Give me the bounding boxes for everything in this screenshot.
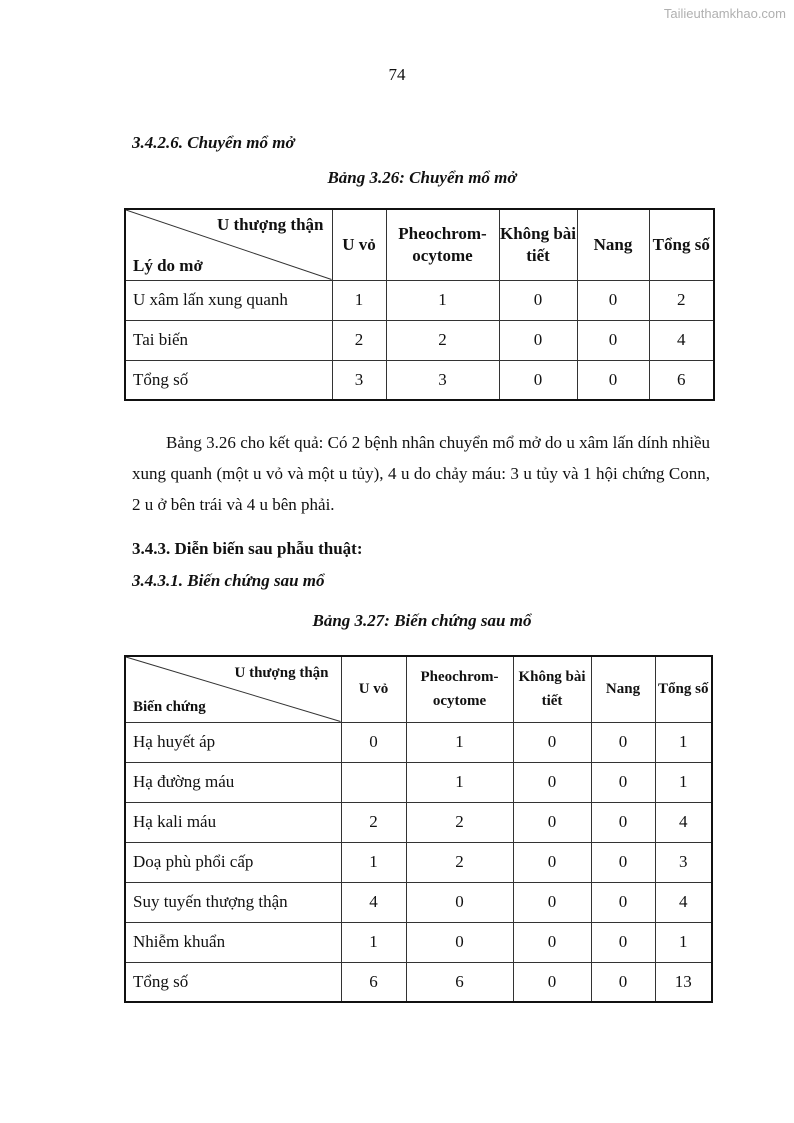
table-cell: 1: [655, 922, 712, 962]
table-cell: 0: [513, 962, 591, 1002]
table-cell: 0: [591, 922, 655, 962]
header-cell: U vỏ: [341, 656, 406, 722]
table-row: [125, 962, 712, 1002]
header-cell: Không bài tiết: [513, 656, 591, 722]
table-cell: 0: [591, 882, 655, 922]
table-cell: 0: [591, 762, 655, 802]
table-header-row: [125, 656, 712, 722]
header-cell: Tổng số: [649, 209, 714, 280]
table-cell: 0: [499, 360, 577, 400]
table-cell: 0: [513, 762, 591, 802]
table-cell: 4: [655, 882, 712, 922]
table-cell: 1: [655, 722, 712, 762]
table-row: [125, 360, 714, 400]
table-cell: 1: [341, 842, 406, 882]
paragraph: Bảng 3.26 cho kết quả: Có 2 bệnh nhân chuyển mổ mở do u xâm lấn dính nhiều xung quanh (một u vỏ và một u tủy), 4 u do chảy máu: 3 u tủy và 1 hội chứng Conn, 2 u ở bên trái và 4 u bên phải.: [132, 433, 710, 514]
table-cell: 0: [499, 320, 577, 360]
watermark: Tailieuthamkhao.com: [663, 6, 786, 21]
header-cell: U vỏ: [332, 209, 386, 280]
table-cell: 2: [406, 842, 513, 882]
table-1-caption: Bảng 3.26: Chuyển mổ mở: [327, 168, 517, 187]
table-cell: 0: [513, 802, 591, 842]
table-cell: 2: [341, 802, 406, 842]
column-group-label: U thượng thận: [216, 215, 324, 234]
table-header-row: [125, 209, 714, 280]
table-cell: 0: [341, 722, 406, 762]
header-cell: Pheochrom-ocytome: [386, 209, 499, 280]
section-heading-3-4-3: 3.4.3. Diễn biến sau phẫu thuật:: [132, 539, 363, 558]
table-cell: 0: [406, 922, 513, 962]
table-row: [125, 280, 714, 320]
table-cell: 0: [513, 922, 591, 962]
table-cell: 3: [332, 360, 386, 400]
table-3-27: [124, 655, 713, 1003]
table-cell: 1: [341, 922, 406, 962]
table-cell: 4: [341, 882, 406, 922]
table-cell: 3: [386, 360, 499, 400]
table-cell: 2: [332, 320, 386, 360]
header-cell: Không bài tiết: [499, 209, 577, 280]
row-label: Suy tuyến thượng thận: [125, 882, 341, 922]
table-cell: 0: [577, 280, 649, 320]
row-label: U xâm lấn xung quanh: [125, 280, 332, 320]
table-row: [125, 842, 712, 882]
row-label: Tổng số: [125, 962, 341, 1002]
table-cell: 2: [406, 802, 513, 842]
table-cell: 1: [332, 280, 386, 320]
table-cell: [341, 762, 406, 802]
table-cell: 0: [591, 722, 655, 762]
row-label: Nhiễm khuẩn: [125, 922, 341, 962]
table-cell: 2: [649, 280, 714, 320]
row-label: Hạ huyết áp: [125, 722, 341, 762]
section-heading-3-4-3-1: 3.4.3.1. Biến chứng sau mổ: [132, 571, 325, 590]
page-number: 74: [388, 65, 406, 84]
table-cell: 13: [655, 962, 712, 1002]
section-heading-3-4-2-6: 3.4.2.6. Chuyển mổ mở: [132, 133, 295, 152]
table-cell: 1: [386, 280, 499, 320]
header-cell: Pheochrom-ocytome: [406, 656, 513, 722]
table-cell: 4: [655, 802, 712, 842]
table-cell: 6: [341, 962, 406, 1002]
table-row: [125, 320, 714, 360]
table-3-26: [124, 208, 715, 401]
table-cell: 0: [499, 280, 577, 320]
table-cell: 1: [655, 762, 712, 802]
row-label: Hạ đường máu: [125, 762, 341, 802]
table-cell: 0: [577, 320, 649, 360]
table-cell: 2: [386, 320, 499, 360]
header-cell: Tổng số: [655, 656, 712, 722]
row-label: Doạ phù phổi cấp: [125, 842, 341, 882]
row-label: Tổng số: [125, 360, 332, 400]
table-cell: 0: [591, 962, 655, 1002]
table-cell: 3: [655, 842, 712, 882]
row-label: Hạ kali máu: [125, 802, 341, 842]
diagonal-header-cell: [125, 209, 332, 280]
diagonal-header-cell: [125, 656, 341, 722]
table-cell: 0: [513, 722, 591, 762]
table-row: [125, 762, 712, 802]
row-group-label: Biến chứng: [133, 698, 206, 715]
table-cell: 0: [513, 882, 591, 922]
row-group-label: Lý do mở: [133, 255, 203, 275]
table-cell: 0: [577, 360, 649, 400]
table-cell: 1: [406, 722, 513, 762]
table-row: [125, 722, 712, 762]
column-group-label: U thượng thận: [234, 665, 329, 681]
table-cell: 0: [591, 802, 655, 842]
table-cell: 0: [591, 842, 655, 882]
header-cell: Nang: [577, 209, 649, 280]
table-row: [125, 882, 712, 922]
table-row: [125, 802, 712, 842]
table-cell: 6: [406, 962, 513, 1002]
table-row: [125, 922, 712, 962]
table-2-caption: Bảng 3.27: Biến chứng sau mổ: [312, 611, 532, 630]
table-cell: 4: [649, 320, 714, 360]
table-cell: 1: [406, 762, 513, 802]
row-label: Tai biến: [125, 320, 332, 360]
table-cell: 0: [513, 842, 591, 882]
header-cell: Nang: [591, 656, 655, 722]
table-cell: 6: [649, 360, 714, 400]
table-cell: 0: [406, 882, 513, 922]
